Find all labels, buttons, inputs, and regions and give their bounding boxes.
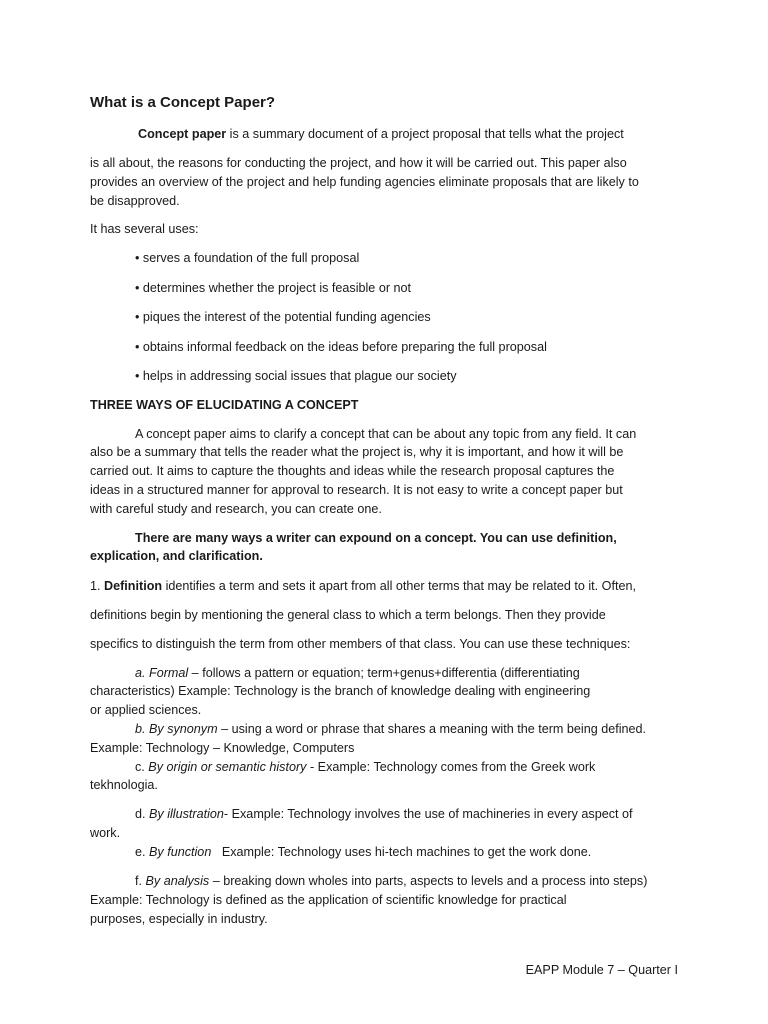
technique-formal: a. Formal – follows a pattern or equation; term+genus+differentia (differentiating [135, 666, 580, 680]
technique-origin: c. By origin or semantic history - Example: Technology comes from the Greek work [135, 760, 596, 774]
definition-line-3: specifics to distinguish the term from other members of that class. You can use these techniques: [90, 637, 631, 651]
para2-line-5: with careful study and research, you can create one. [90, 502, 382, 516]
bold-para-line-1: There are many ways a writer can expound on a concept. You can use definition, [135, 531, 617, 545]
intro-line-3: provides an overview of the project and help funding agencies eliminate proposals that are likely to [90, 175, 639, 189]
definition-term: Definition [104, 579, 163, 593]
technique-formal-line-3: or applied sciences. [90, 703, 202, 717]
list-item: • serves a foundation of the full proposal [135, 251, 360, 265]
definition-line-1: 1. Definition identifies a term and sets it apart from all other terms that may be related to it. Often, [90, 579, 636, 593]
para2-line-4: ideas in a structured manner for approval to research. It is not easy to write a concept paper but [90, 483, 623, 497]
technique-analysis: f. By analysis – breaking down wholes into parts, aspects to levels and a process into steps) [135, 874, 648, 888]
section-heading: THREE WAYS OF ELUCIDATING A CONCEPT [90, 398, 359, 412]
page-title: What is a Concept Paper? [90, 94, 276, 111]
intro-line-4: be disapproved. [90, 194, 180, 208]
technique-formal-line-2: characteristics) Example: Technology is the branch of knowledge dealing with engineering [90, 684, 591, 698]
technique-illustration-line-2: work. [90, 826, 121, 840]
technique-illustration: d. By illustration- Example: Technology involves the use of machineries in every aspect of [135, 807, 633, 821]
technique-origin-line-2: tekhnologia. [90, 778, 158, 792]
para2-line-3: carried out. It aims to capture the thoughts and ideas while the research proposal captures the [90, 464, 615, 478]
technique-function: e. By function Example: Technology uses hi-tech machines to get the work done. [135, 845, 592, 859]
list-item: • determines whether the project is feasible or not [135, 281, 412, 295]
page-footer: EAPP Module 7 – Quarter I [525, 963, 678, 977]
technique-analysis-line-2: Example: Technology is defined as the application of scientific knowledge for practical [90, 893, 567, 907]
para2-line-1: A concept paper aims to clarify a concept that can be about any topic from any field. It can [135, 427, 637, 441]
intro-line-2: is all about, the reasons for conducting the project, and how it will be carried out. This paper also [90, 156, 627, 170]
concept-paper-term: Concept paper [138, 127, 227, 141]
bold-para-line-2: explication, and clarification. [90, 549, 263, 563]
list-item: • obtains informal feedback on the ideas before preparing the full proposal [135, 340, 547, 354]
para2-line-2: also be a summary that tells the reader what the project is, why it is important, and how it will be [90, 445, 624, 459]
technique-analysis-line-3: purposes, especially in industry. [90, 912, 268, 926]
uses-heading: It has several uses: [90, 222, 199, 236]
list-item: • piques the interest of the potential funding agencies [135, 310, 431, 324]
list-item: • helps in addressing social issues that plague our society [135, 369, 457, 383]
document-page [90, 0, 680, 1024]
definition-line-2: definitions begin by mentioning the general class to which a term belongs. Then they provide [90, 608, 606, 622]
intro-line-1: Concept paper is a summary document of a project proposal that tells what the project [138, 127, 624, 141]
technique-synonym-line-2: Example: Technology – Knowledge, Computers [90, 741, 355, 755]
technique-synonym: b. By synonym – using a word or phrase that shares a meaning with the term being defined. [135, 722, 647, 736]
